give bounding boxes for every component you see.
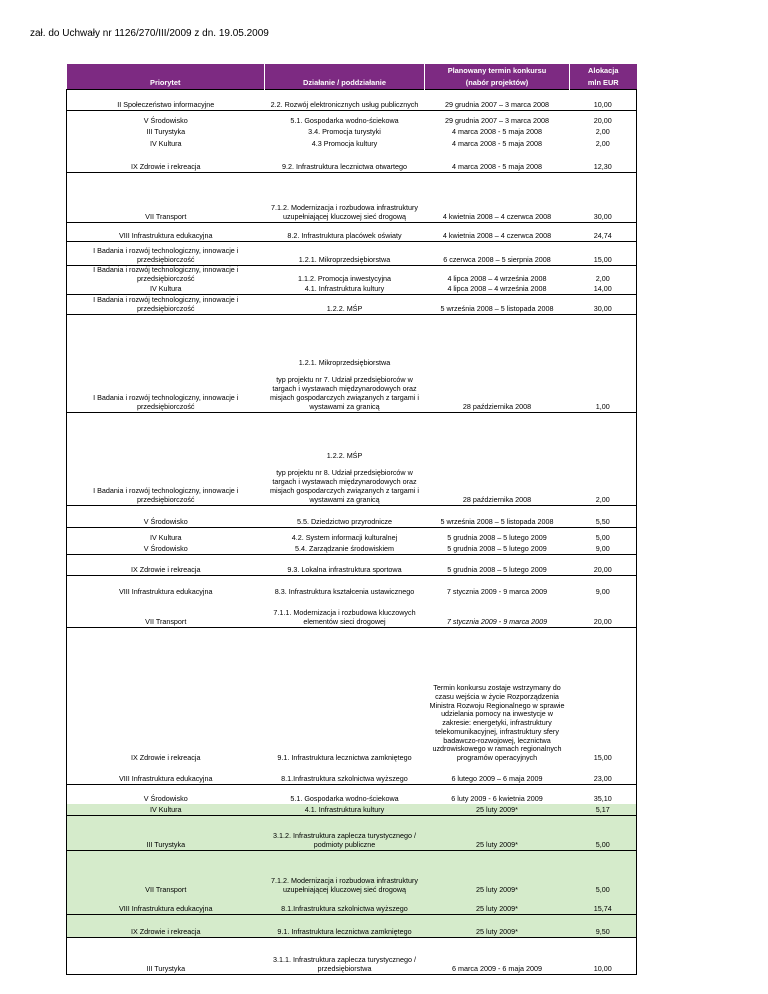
schedule-cell: 5 grudnia 2008 – 5 lutego 2009 xyxy=(425,554,570,575)
priority-cell: IV Kultura xyxy=(67,284,265,294)
allocation-cell: 24,74 xyxy=(570,222,637,241)
allocation-cell: 10,00 xyxy=(570,89,637,110)
priority-cell: IV Kultura xyxy=(67,527,265,543)
table-row xyxy=(67,527,637,543)
action-cell: 5.4. Zarządzanie środowiskiem xyxy=(294,543,395,553)
document-header-note: zał. do Uchwały nr 1126/270/III/2009 z dn. 19.05.2009 xyxy=(30,28,269,39)
priority-cell: IX Zdrowie i rekreacja xyxy=(67,149,265,172)
schedule-cell: 28 października 2008 xyxy=(425,412,570,505)
priority-cell: I Badania i rozwój technologiczny, innowacje i przedsiębiorczość xyxy=(67,241,265,265)
table-row xyxy=(67,597,637,627)
action-cell: 4.1. Infrastruktura kultury xyxy=(265,804,425,815)
priority-cell: III Turystyka xyxy=(67,815,265,850)
allocation-cell: 2,00 xyxy=(570,126,637,137)
action-header xyxy=(265,64,425,77)
priority-cell: I Badania i rozwój technologiczny, innowacje i przedsiębiorczość xyxy=(67,265,265,284)
priority-cell: II Społeczeństwo informacyjne xyxy=(67,89,265,110)
action-cell: 9.1. Infrastruktura lecznictwa zamkniętego xyxy=(265,914,425,937)
table-row xyxy=(67,314,637,412)
table-row xyxy=(67,554,637,575)
schedule-cell: 5 grudnia 2008 – 5 lutego 2009 xyxy=(447,543,547,553)
table-row xyxy=(67,543,637,554)
priority-cell: IV Kultura xyxy=(67,804,265,815)
table-row xyxy=(67,627,637,763)
schedule-cell: 25 luty 2009* xyxy=(425,850,570,895)
priority-cell: III Turystyka xyxy=(67,126,265,137)
schedule-cell: 5 września 2008 – 5 listopada 2008 xyxy=(425,294,570,314)
table-row xyxy=(67,284,637,294)
action-cell: 3.4. Promocja turystyki xyxy=(308,127,381,137)
table-row xyxy=(67,294,637,314)
priority-cell: VIII Infrastruktura edukacyjna xyxy=(67,763,265,784)
schedule-cell: 5 grudnia 2008 – 5 lutego 2009 xyxy=(425,527,570,543)
table-row xyxy=(67,172,637,222)
action-cell: 1.2.1. Mikroprzedsiębiorstwa typ projektu nr 7. Udział przedsiębiorców w targach i wystawach międzynarodowych oraz misjach gospodarczych związanych z targami i wystawami za granicą xyxy=(265,314,425,412)
allocation-cell: 12,30 xyxy=(570,149,637,172)
priority-cell: VIII Infrastruktura edukacyjna xyxy=(67,222,265,241)
allocation-header: Alokacja xyxy=(570,64,637,77)
priority-cell: VIII Infrastruktura edukacyjna xyxy=(67,575,265,597)
schedule-cell: 25 luty 2009* xyxy=(425,895,570,914)
action-cell: 8.1.Infrastruktura szkolnictwa wyższego xyxy=(281,773,408,783)
action-cell: 7.1.2. Modernizacja i rozbudowa infrastruktury uzupełniającej kluczowej sieć drogową xyxy=(265,172,425,222)
allocation-cell: 5,50 xyxy=(570,505,637,527)
action-cell: 8.1.Infrastruktura szkolnictwa wyższego xyxy=(265,895,425,914)
table-row xyxy=(67,89,637,110)
schedule-cell: 7 stycznia 2009 - 9 marca 2009 xyxy=(446,616,548,626)
priority-cell: V Środowisko xyxy=(67,110,265,126)
schedule-cell: 29 grudnia 2007 – 3 marca 2008 xyxy=(425,110,570,126)
action-cell: 1.2.2. MŚP typ projektu nr 8. Udział przedsiębiorców w targach i wystawach międzynarodowych oraz misjach gospodarczych związanych z targami i wystawami za granicą xyxy=(265,412,425,505)
action-cell: 9.3. Lokalna infrastruktura sportowa xyxy=(265,554,425,575)
action-cell: 7.1.1. Modernizacja i rozbudowa kluczowych elementów sieci drogowej xyxy=(273,607,416,626)
allocation-cell: 23,00 xyxy=(570,763,637,784)
priority-header xyxy=(67,64,265,77)
schedule-cell: 4 marca 2008 - 5 maja 2008 xyxy=(452,161,542,171)
priority-header-label: Priorytet xyxy=(67,77,265,89)
schedule-cell: 4 kwietnia 2008 – 4 czerwca 2008 xyxy=(425,172,570,222)
priority-cell: VII Transport xyxy=(67,850,265,895)
schedule-cell: 4 marca 2008 - 5 maja 2008 xyxy=(452,127,542,137)
action-cell: 8.3. Infrastruktura kształcenia ustawicznego xyxy=(265,575,425,597)
table-row xyxy=(67,412,637,505)
action-cell: 5.1. Gospodarka wodno-ściekowa xyxy=(265,110,425,126)
table-row xyxy=(67,804,637,815)
allocation-cell: 14,00 xyxy=(570,284,637,294)
action-cell: 9.2. Infrastruktura lecznictwa otwartego xyxy=(281,161,408,171)
table-row xyxy=(67,265,637,284)
schedule-cell: 5 września 2008 – 5 listopada 2008 xyxy=(425,505,570,527)
allocation-cell: 9,00 xyxy=(570,575,637,597)
allocation-cell: 20,00 xyxy=(570,554,637,575)
table-row xyxy=(67,575,637,597)
action-header-label: Działanie / poddziałanie xyxy=(265,77,425,89)
action-cell: 9.1. Infrastruktura lecznictwa zamkniętego xyxy=(265,627,425,763)
priority-cell: VIII Infrastruktura edukacyjna xyxy=(67,895,265,914)
allocation-cell: 5,17 xyxy=(570,804,637,815)
priority-cell: I Badania i rozwój technologiczny, innowacje i przedsiębiorczość xyxy=(67,294,265,314)
action-cell: 1.2.1. Mikroprzedsiębiorstwa xyxy=(265,241,425,265)
priority-cell: IX Zdrowie i rekreacja xyxy=(67,914,265,937)
schedule-header-sub: (nabór projektów) xyxy=(425,77,570,89)
schedule-cell: 4 lipca 2008 – 4 września 2008 xyxy=(447,284,547,293)
schedule-cell: 7 stycznia 2009 - 9 marca 2009 xyxy=(425,575,570,597)
priority-cell: IX Zdrowie i rekreacja xyxy=(67,554,265,575)
competition-schedule-table xyxy=(66,64,637,975)
priority-cell: I Badania i rozwój technologiczny, innowacje i przedsiębiorczość xyxy=(67,314,265,412)
action-cell: 4.2. System informacji kulturalnej xyxy=(265,527,425,543)
schedule-cell: 4 kwietnia 2008 – 4 czerwca 2008 xyxy=(425,222,570,241)
schedule-cell: 6 luty 2009 - 6 kwietnia 2009 xyxy=(425,784,570,804)
allocation-cell: 10,00 xyxy=(570,937,637,974)
action-cell: 3.1.1. Infrastruktura zaplecza turystycznego / przedsiębiorstwa xyxy=(265,937,425,974)
table-row xyxy=(67,126,637,137)
table-row xyxy=(67,137,637,149)
table-row xyxy=(67,763,637,784)
allocation-cell: 9,00 xyxy=(570,543,637,554)
table-row xyxy=(67,222,637,241)
priority-cell: V Środowisko xyxy=(67,505,265,527)
action-cell: 5.5. Dziedzictwo przyrodnicze xyxy=(265,505,425,527)
allocation-cell: 15,74 xyxy=(570,895,637,914)
allocation-cell: 1,00 xyxy=(570,314,637,412)
allocation-cell: 9,50 xyxy=(570,914,637,937)
priority-cell: IX Zdrowie i rekreacja xyxy=(67,627,265,763)
priority-cell: VII Transport xyxy=(67,172,265,222)
table-row xyxy=(67,895,637,914)
allocation-cell: 20,00 xyxy=(570,110,637,126)
allocation-cell: 5,00 xyxy=(570,527,637,543)
schedule-cell: 4 lipca 2008 – 4 września 2008 xyxy=(425,265,570,284)
action-cell: 5.1. Gospodarka wodno-ściekowa xyxy=(265,784,425,804)
schedule-cell: 6 lutego 2009 – 6 maja 2009 xyxy=(451,773,543,783)
table-row xyxy=(67,241,637,265)
action-cell: 3.1.2. Infrastruktura zaplecza turystycznego / podmioty publiczne xyxy=(265,815,425,850)
allocation-cell: 20,00 xyxy=(570,597,637,627)
action-cell: 1.1.2. Promocja inwestycyjna xyxy=(265,265,425,284)
table-row xyxy=(67,937,637,974)
priority-cell: III Turystyka xyxy=(67,937,265,974)
priority-cell: I Badania i rozwój technologiczny, innowacje i przedsiębiorczość xyxy=(67,412,265,505)
action-cell: 4.1. Infrastruktura kultury xyxy=(304,284,385,293)
allocation-cell: 2,00 xyxy=(570,137,637,149)
table-row xyxy=(67,784,637,804)
allocation-cell: 2,00 xyxy=(570,265,637,284)
table-row xyxy=(67,505,637,527)
schedule-cell: 28 października 2008 xyxy=(425,314,570,412)
priority-cell: IV Kultura xyxy=(67,137,265,149)
allocation-cell: 30,00 xyxy=(570,172,637,222)
schedule-cell: 6 czerwca 2008 – 5 sierpnia 2008 xyxy=(425,241,570,265)
schedule-cell: 25 luty 2009* xyxy=(425,815,570,850)
schedule-header: Planowany termin konkursu xyxy=(425,64,570,77)
allocation-cell: 5,00 xyxy=(570,850,637,895)
allocation-cell: 30,00 xyxy=(570,294,637,314)
priority-cell: VII Transport xyxy=(67,597,265,627)
schedule-cell: 25 luty 2009* xyxy=(425,914,570,937)
table-row xyxy=(67,815,637,850)
schedule-cell: 4 marca 2008 - 5 maja 2008 xyxy=(452,139,542,149)
allocation-cell: 15,00 xyxy=(570,241,637,265)
priority-cell: V Środowisko xyxy=(67,784,265,804)
action-cell: 2.2. Rozwój elektronicznych usług publicznych xyxy=(265,89,425,110)
allocation-header-unit: mln EUR xyxy=(570,77,637,89)
allocation-cell: 5,00 xyxy=(570,815,637,850)
table-row xyxy=(67,110,637,126)
allocation-cell: 2,00 xyxy=(570,412,637,505)
action-cell: 4.3 Promocja kultury xyxy=(311,139,378,149)
allocation-cell: 15,00 xyxy=(570,627,637,763)
action-cell: 7.1.2. Modernizacja i rozbudowa infrastruktury uzupełniającej kluczowej sieć drogową xyxy=(265,850,425,895)
schedule-cell: Termin konkursu zostaje wstrzymany do czasu wejścia w życie Rozporządzenia Ministra Rozwoju Regionalnego w sprawie udzielania pomocy na inwestycje w zakresie: energetyki, infrastruktury telekomunikacyjnej, infrastruktury sfery badawczo-rozwojowej, lecznictwa uzdrowiskowego w ramach regionalnych programów operacyjnych xyxy=(425,627,570,763)
schedule-cell: 29 grudnia 2007 – 3 marca 2008 xyxy=(425,89,570,110)
priority-cell: V Środowisko xyxy=(67,543,265,554)
schedule-cell: 25 luty 2009* xyxy=(425,804,570,815)
schedule-cell: 6 marca 2009 - 6 maja 2009 xyxy=(425,937,570,974)
action-cell: 1.2.2. MŚP xyxy=(265,294,425,314)
table-row xyxy=(67,914,637,937)
table-row xyxy=(67,850,637,895)
table-row xyxy=(67,149,637,172)
allocation-cell: 35,10 xyxy=(570,784,637,804)
action-cell: 8.2. Infrastruktura placówek oświaty xyxy=(265,222,425,241)
